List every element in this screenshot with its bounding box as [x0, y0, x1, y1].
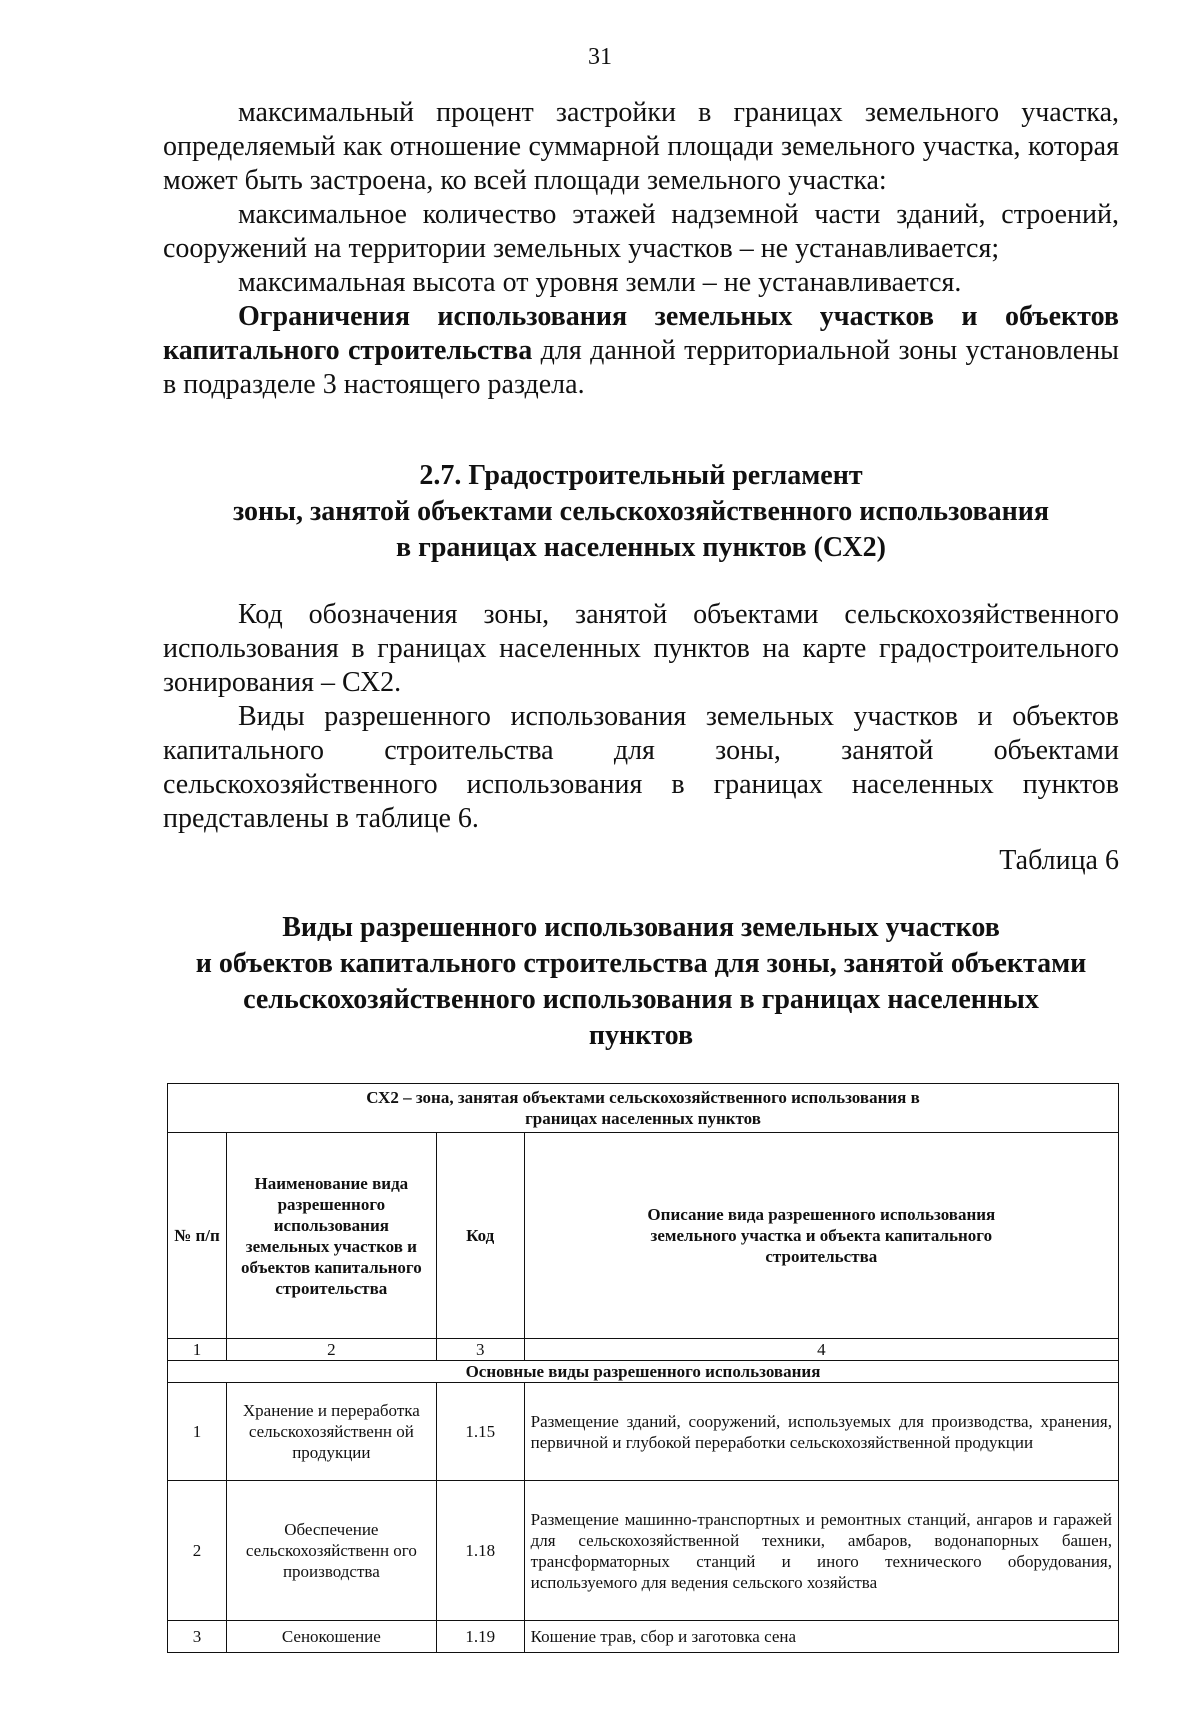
regulation-table	[167, 1083, 1119, 1653]
table-title-line3: сельскохозяйственного использования в границах населенных	[243, 984, 1039, 1015]
section-heading-line2: зоны, занятой объектами сельскохозяйственного использования	[232, 496, 1050, 527]
intro-text	[163, 96, 1119, 402]
body-text	[163, 598, 1119, 836]
row-num: 2	[168, 1481, 227, 1621]
restrictions-rest: для данной территориальной зоны установлены в подразделе 3 настоящего раздела.	[163, 335, 1119, 400]
row-description: Кошение трав, сбор и заготовка сена	[524, 1621, 1118, 1653]
row-name: Сенокошение	[226, 1621, 436, 1653]
header-code: Код	[436, 1133, 524, 1339]
section-row	[168, 1361, 1119, 1383]
table-row	[168, 1383, 1119, 1481]
page-number: 31	[588, 44, 612, 70]
column-header-row	[168, 1133, 1119, 1339]
col-number-1: 1	[168, 1339, 227, 1361]
row-name: Обеспечение сельскохозяйственн ого производства	[226, 1481, 436, 1621]
table-label: Таблица 6	[999, 845, 1119, 876]
table-row	[168, 1481, 1119, 1621]
table-title-line1: Виды разрешенного использования земельных участков	[282, 912, 1000, 943]
col-number-2: 2	[226, 1339, 436, 1361]
column-number-row	[168, 1339, 1119, 1361]
row-num: 3	[168, 1621, 227, 1653]
section-heading-line1: 2.7. Градостроительный регламент	[419, 460, 863, 491]
row-code: 1.18	[436, 1481, 524, 1621]
row-description: Размещение машинно-транспортных и ремонтных станций, ангаров и гаражей для сельскохозяйственной техники, амбаров, водонапорных башен, трансформаторных станций и иного технического оборудования, используемого для ведения сельского хозяйства	[524, 1481, 1118, 1621]
row-description: Размещение зданий, сооружений, используемых для производства, хранения, первичной и глубокой переработки сельскохозяйственной продукции	[524, 1383, 1118, 1481]
col-number-3: 3	[436, 1339, 524, 1361]
header-name: Наименование вида разрешенного использования земельных участков и объектов капитального строительства	[226, 1133, 436, 1339]
section-row-label: Основные виды разрешенного использования	[168, 1361, 1119, 1383]
header-description: Описание вида разрешенного использования земельного участка и объекта капитального строительства	[524, 1133, 1118, 1339]
row-name: Хранение и переработка сельскохозяйственн ой продукции	[226, 1383, 436, 1481]
paragraph-restrictions	[163, 300, 1119, 402]
header-num: № п/п	[168, 1133, 227, 1339]
table-row	[168, 1621, 1119, 1653]
table-title-line4: пунктов	[588, 1020, 694, 1051]
row-code: 1.19	[436, 1621, 524, 1653]
paragraph-max-height: максимальная высота от уровня земли – не устанавливается.	[238, 267, 962, 298]
row-num: 1	[168, 1383, 227, 1481]
table-title	[163, 910, 1119, 1054]
zone-header-row	[168, 1084, 1119, 1133]
col-number-4: 4	[524, 1339, 1118, 1361]
restrictions-bold: Ограничения использования земельных участков и объектов капитального строительства	[163, 301, 1119, 366]
zone-header-cell: СХ2 – зона, занятая объектами сельскохозяйственного использования в границах населенных пунктов	[168, 1084, 1119, 1133]
paragraph-zone-code: Код обозначения зоны, занятой объектами сельскохозяйственного использования в границах населенных пунктов на карте градостроительного зонирования – СХ2.	[163, 599, 1119, 698]
paragraph-max-floors: максимальное количество этажей надземной части зданий, строений, сооружений на территории земельных участков – не устанавливается;	[163, 199, 1119, 264]
section-heading	[163, 458, 1119, 566]
paragraph-max-coverage: максимальный процент застройки в границах земельного участка, определяемый как отношение суммарной площади земельного участка, которая может быть застроена, ко всей площади земельного участка:	[163, 97, 1119, 196]
row-code: 1.15	[436, 1383, 524, 1481]
paragraph-table-reference: Виды разрешенного использования земельных участков и объектов капитального строительства для зоны, занятой объектами сельскохозяйственного использования в границах населенных пунктов представлены в таблице 6.	[163, 701, 1119, 834]
table-title-line2: и объектов капитального строительства для зоны, занятой объектами	[195, 948, 1087, 979]
section-heading-line3: в границах населенных пунктов (СХ2)	[396, 532, 886, 563]
